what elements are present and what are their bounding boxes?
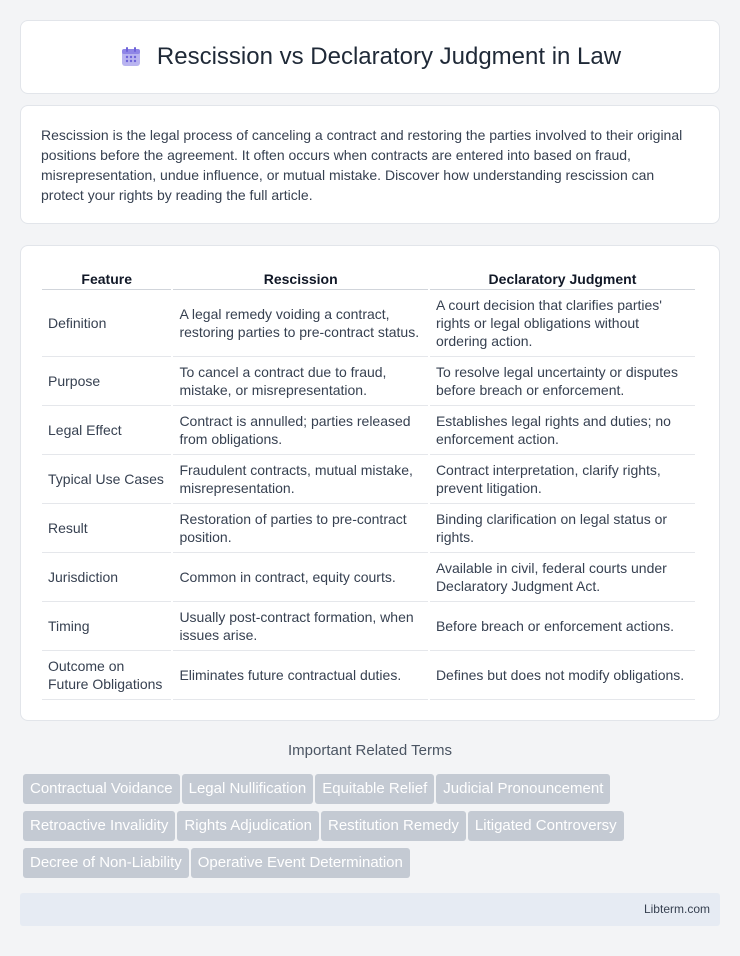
table-cell: To resolve legal uncertainty or disputes before breach or enforcement. <box>430 357 695 406</box>
table-row <box>42 357 695 406</box>
table-cell: To cancel a contract due to fraud, mistake, or misrepresentation. <box>173 357 428 406</box>
table-cell: Restoration of parties to pre-contract position. <box>173 504 428 553</box>
intro-card <box>20 105 720 224</box>
table-cell: Usually post-contract formation, when issues arise. <box>173 602 428 651</box>
table-cell: Establishes legal rights and duties; no enforcement action. <box>430 406 695 455</box>
table-cell: Purpose <box>42 357 171 406</box>
table-cell: Available in civil, federal courts under Declaratory Judgment Act. <box>430 553 695 602</box>
table-cell: Binding clarification on legal status or rights. <box>430 504 695 553</box>
table-cell: Before breach or enforcement actions. <box>430 602 695 651</box>
table-row <box>42 455 695 504</box>
table-row <box>42 290 695 357</box>
table-row <box>42 406 695 455</box>
table-cell: Common in contract, equity courts. <box>173 553 428 602</box>
table-cell: Result <box>42 504 171 553</box>
table-row <box>42 553 695 602</box>
table-cell: Jurisdiction <box>42 553 171 602</box>
related-terms-title: Important Related Terms <box>288 742 452 759</box>
footer <box>20 893 720 926</box>
related-terms-list <box>23 774 723 885</box>
column-header-rescission: Rescission <box>173 266 428 290</box>
table-header-row <box>42 266 695 290</box>
table-cell: Contract interpretation, clarify rights, prevent litigation. <box>430 455 695 504</box>
footer-site-link[interactable]: Libterm.com <box>643 902 710 916</box>
related-term-tag[interactable]: Litigated Controversy <box>468 811 624 841</box>
table-cell: Legal Effect <box>42 406 171 455</box>
related-term-tag[interactable]: Restitution Remedy <box>321 811 466 841</box>
table-cell: Defines but does not modify obligations. <box>430 651 695 700</box>
table-row <box>42 602 695 651</box>
calendar-icon <box>119 45 143 69</box>
comparison-card <box>20 245 720 721</box>
table-cell: A court decision that clarifies parties' rights or legal obligations without ordering action. <box>430 290 695 357</box>
table-cell: Definition <box>42 290 171 357</box>
title-card <box>20 20 720 94</box>
related-term-tag[interactable]: Legal Nullification <box>182 774 314 804</box>
related-term-tag[interactable]: Operative Event Determination <box>191 848 410 878</box>
table-cell: Eliminates future contractual duties. <box>173 651 428 700</box>
related-term-tag[interactable]: Contractual Voidance <box>23 774 180 804</box>
related-term-tag[interactable]: Judicial Pronouncement <box>436 774 610 804</box>
table-row <box>42 651 695 700</box>
related-term-tag[interactable]: Rights Adjudication <box>177 811 319 841</box>
table-cell: Timing <box>42 602 171 651</box>
page-title: Rescission vs Declaratory Judgment in Law <box>156 43 622 70</box>
related-term-tag[interactable]: Equitable Relief <box>315 774 434 804</box>
table-cell: Fraudulent contracts, mutual mistake, misrepresentation. <box>173 455 428 504</box>
column-header-declaratory: Declaratory Judgment <box>430 266 695 290</box>
intro-text: Rescission is the legal process of canceling a contract and restoring the parties involved to their original positions before the agreement. It often occurs when contracts are entered into based on fraud, misrepresentation, undue influence, or mutual mistake. Discover how understanding rescission can protect your rights by reading the full article. <box>41 127 683 203</box>
table-cell: A legal remedy voiding a contract, restoring parties to pre-contract status. <box>173 290 428 357</box>
table-cell: Outcome on Future Obligations <box>42 651 171 700</box>
column-header-feature: Feature <box>42 266 171 290</box>
related-term-tag[interactable]: Decree of Non-Liability <box>23 848 189 878</box>
table-row <box>42 504 695 553</box>
table-cell: Typical Use Cases <box>42 455 171 504</box>
comparison-table <box>40 266 697 700</box>
related-term-tag[interactable]: Retroactive Invalidity <box>23 811 175 841</box>
table-cell: Contract is annulled; parties released from obligations. <box>173 406 428 455</box>
